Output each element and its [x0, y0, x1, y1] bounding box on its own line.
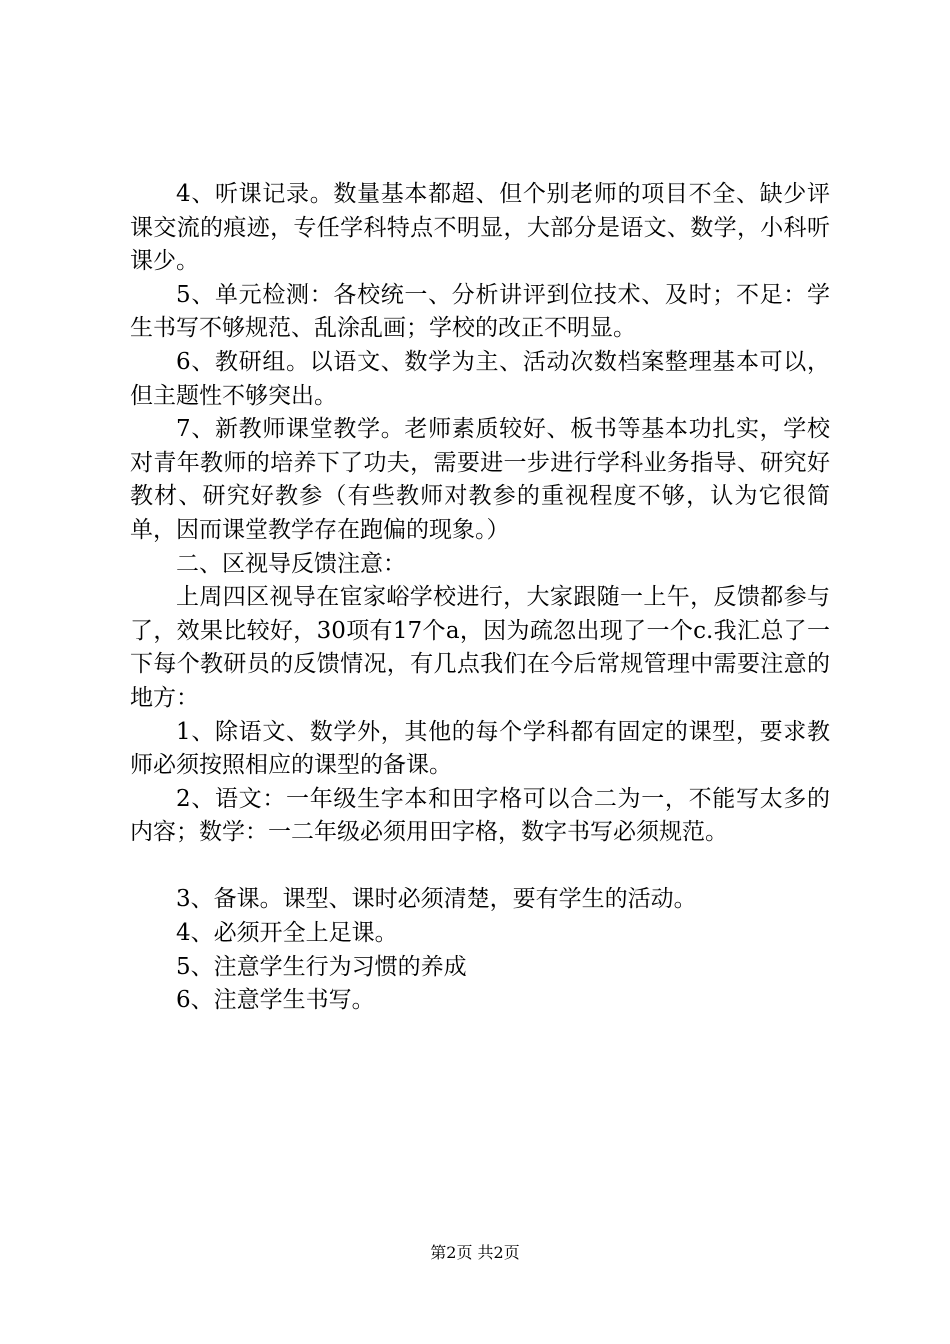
paragraph-item-2: 2、语文：一年级生字本和田字格可以合二为一，不能写太多的内容；数学：一二年级必须用田字格，数字书写必须规范。 — [130, 785, 830, 846]
paragraph-item-1: 1、除语文、数学外，其他的每个学科都有固定的课型，要求教师必须按照相应的课型的备课。 — [130, 718, 830, 779]
paragraph-item-4: 4、必须开全上足课。 — [176, 920, 398, 947]
blank-line — [130, 850, 830, 884]
paragraph-new-teacher-teaching: 7、新教师课堂教学。老师素质较好、板书等基本功扎实，学校对青年教师的培养下了功夫，需要进一步进行学科业务指导、研究好教材、研究好教参（有些教师对教参的重视程度不够，认为它很简单，因而课堂教学存在跑偏的现象。） — [130, 416, 830, 543]
paragraph-unit-test: 5、单元检测：各校统一、分析讲评到位技术、及时；不足：学生书写不够规范、乱涂乱画；学校的改正不明显。 — [130, 281, 830, 342]
paragraph-item-5: 5、注意学生行为习惯的养成 — [176, 953, 467, 980]
paragraph-listening-records: 4、听课记录。数量基本都超、但个别老师的项目不全、缺少评课交流的痕迹，专任学科特点不明显，大部分是语文、数学，小科听课少。 — [130, 181, 830, 275]
document-body — [130, 178, 830, 1018]
page-footer: 第2页 共2页 — [430, 1243, 520, 1262]
paragraph-item-6: 6、注意学生书写。 — [176, 987, 375, 1014]
paragraph-teaching-research-group: 6、教研组。以语文、数学为主、活动次数档案整理基本可以，但主题性不够突出。 — [130, 348, 830, 409]
paragraph-item-3: 3、备课。课型、课时必须清楚，要有学生的活动。 — [176, 886, 697, 913]
section-heading-district-inspection: 二、区视导反馈注意： — [176, 550, 406, 577]
paragraph-inspection-summary: 上周四区视导在宦家峪学校进行，大家跟随一上午，反馈都参与了，效果比较好，30项有17个a，因为疏忽出现了一个c.我汇总了一下每个教研员的反馈情况，有几点我们在今后常规管理中需要注意的地方： — [130, 584, 830, 711]
